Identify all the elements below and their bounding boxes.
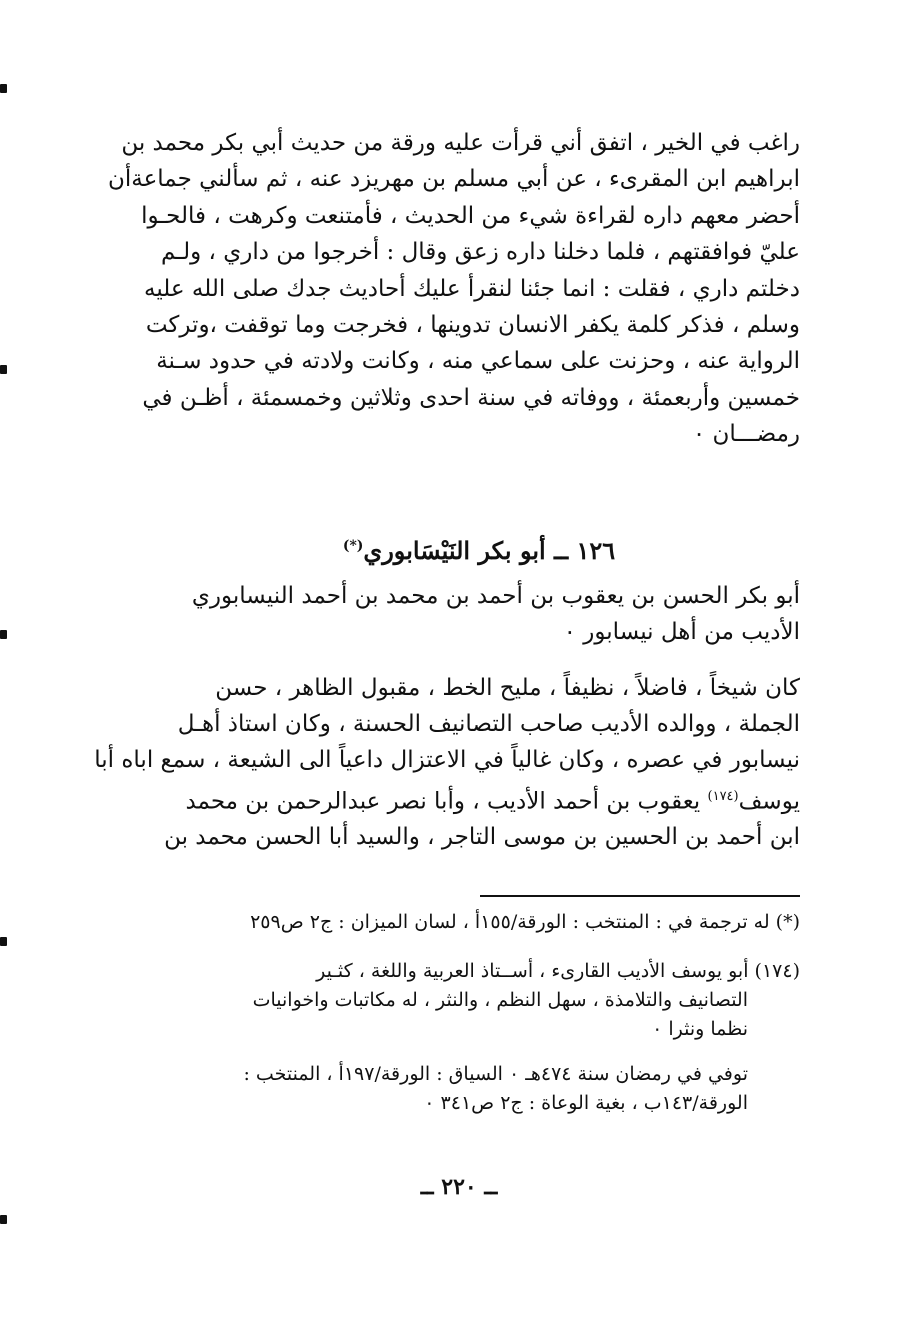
bio-paragraph (158, 578, 800, 650)
entry-heading (158, 528, 800, 569)
footnote-star (158, 908, 800, 937)
footnote-marker: (*) (342, 538, 364, 554)
page-number: ــ ٢٢٠ ــ (420, 1174, 498, 1200)
text-line: نيسابور في عصره ، وكان غالياً في الاعتزال داعياً الى الشيعة ، سمع اباه أبا (94, 747, 800, 774)
footnote-line: التصانيف والتلامذة ، سهل النظم ، والنثر ، له مكاتبات واخوانيات (252, 989, 748, 1011)
text-line: دخلتم داري ، فقلت : انما جئنا لنقرأ عليك أحاديث جدك صلى الله عليه (144, 275, 800, 302)
text-line: أبو بكر الحسن بن يعقوب بن أحمد بن محمد بن أحمد النيسابوري (191, 583, 800, 609)
description-paragraph (94, 670, 800, 856)
scan-edge-mark (0, 365, 7, 374)
footnote-reference: (١٧٤) (707, 788, 739, 804)
scan-edge-mark (0, 84, 7, 93)
footnote-line: (*) له ترجمة في : المنتخب : الورقة/١٥٥أ ، لسان الميزان : ج٢ ص٢٥٩ (250, 911, 800, 933)
footnote-separator (480, 895, 800, 897)
text-fragment: يعقوب بن أحمد الأديب ، وأبا نصر عبدالرحمن بن محمد (185, 788, 708, 815)
scan-edge-mark (0, 630, 7, 639)
text-line: ابراهيم ابن المقرىء ، عن أبي مسلم بن مهريزد عنه ، ثم سألني جماعةأن (107, 166, 800, 193)
text-fragment: يوسف (738, 788, 800, 815)
footnote-line: (١٧٤) أبو يوسف الأديب القارىء ، أســتاذ العربية واللغة ، كثـير (316, 960, 800, 982)
text-line: الجملة ، ووالده الأديب صاحب التصانيف الحسنة ، وكان استاذ أهـل (177, 711, 800, 738)
footnote-line: توفي في رمضان سنة ٤٧٤هـ ٠ السياق : الورقة/١٩٧أ ، المنتخب : (243, 1063, 748, 1085)
text-line: ابن أحمد بن الحسين بن موسى التاجر ، والسيد أبا الحسن محمد بن (164, 824, 800, 851)
text-line: راغب في الخير ، اتفق أني قرأت عليه ورقة من حديث أبي بكر محمد بن (121, 130, 800, 156)
text-line: وسلم ، فذكر كلمة يكفر الانسان تدوينها ، فخرجت وما توقفت ،وتركت (145, 312, 800, 339)
entry-title: ١٢٦ ــ أبو بكر النَيْسَابوري (363, 536, 616, 565)
footnote-174-continuation (158, 1060, 800, 1118)
text-line-with-footnote (158, 779, 800, 820)
footnote-174 (158, 957, 800, 1044)
text-line: أحضر معهم داره لقراءة شيء من الحديث ، فأمتنعت وكرهت ، فالحـوا (141, 202, 800, 229)
text-line: الرواية عنه ، وحزنت على سماعي منه ، وكانت ولادته في حدود سـنة (156, 348, 800, 375)
scan-edge-mark (0, 1215, 7, 1224)
text-line: خمسين وأربعمئة ، ووفاته في سنة احدى وثلاثين وخمسمئة ، أظـن في (142, 384, 800, 411)
text-line: الأديب من أهل نيسابور ٠ (563, 619, 800, 645)
footnote-line: الورقة/١٤٣ب ، بغية الوعاة : ج٢ ص٣٤١ ٠ (424, 1092, 748, 1114)
footnote-line: نظما ونثرا ٠ (652, 1018, 748, 1040)
intro-paragraph (107, 125, 800, 453)
text-line: كان شيخاً ، فاضلاً ، نظيفاً ، مليح الخط ، مقبول الظاهر ، حسن (215, 675, 800, 701)
text-line: عليّ فوافقتهم ، فلما دخلنا داره زعق وقال : أخرجوا من داري ، ولـم (161, 239, 800, 266)
text-line: رمضـــان ٠ (692, 421, 800, 448)
scan-edge-mark (0, 937, 7, 946)
